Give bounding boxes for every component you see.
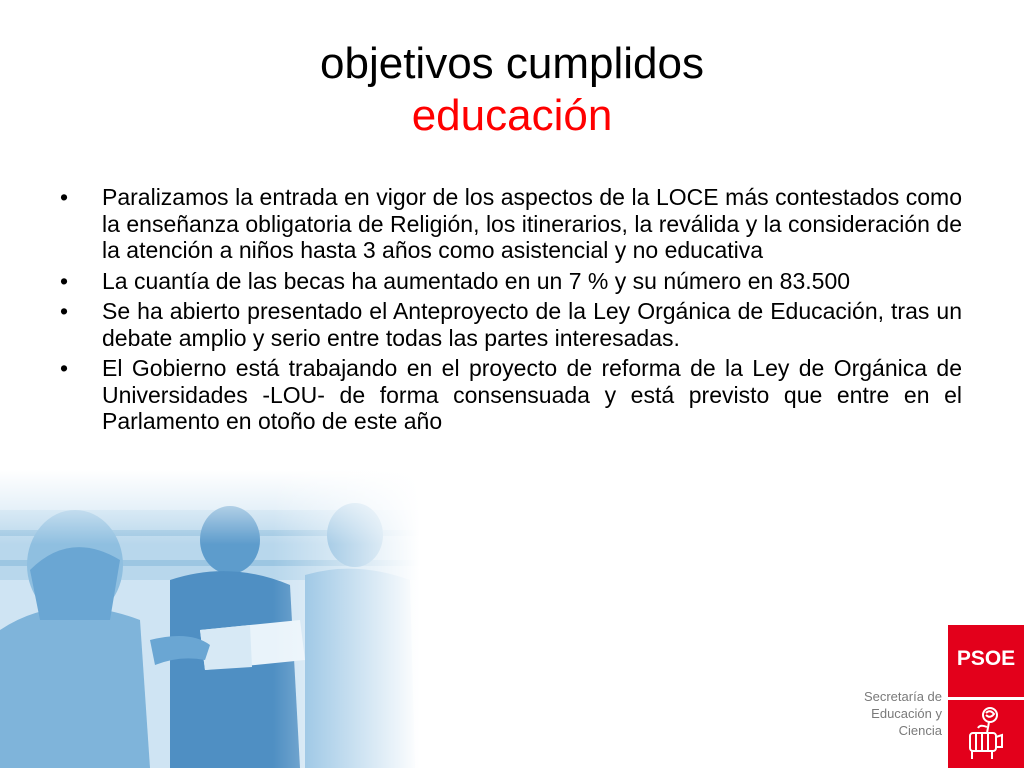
bullet-item — [58, 268, 962, 295]
bullet-marker: • — [60, 267, 69, 294]
bullet-marker: • — [60, 298, 69, 324]
bullet-marker: • — [60, 355, 69, 381]
secretaria-caption — [780, 688, 942, 739]
bullet-marker: • — [60, 184, 69, 210]
bullet-item — [58, 298, 962, 351]
bullet-text: La cuantía de las becas ha aumentado en un 7 % y su número en 83.500 — [102, 267, 851, 294]
bullet-text: Se ha abierto presentado el Anteproyecto de la Ley Orgánica de Educación, tras un debate amplio y serio entre todas las partes interesadas. — [102, 298, 962, 351]
title-main: objetivos cumplidos — [320, 39, 704, 88]
background-photo — [0, 470, 420, 768]
slide-title — [0, 38, 1024, 142]
bullet-item — [58, 355, 962, 435]
secretaria-line: Educación y — [871, 706, 942, 721]
bullet-text: El Gobierno está trabajando en el proyecto de reforma de la Ley de Orgánica de Universidades -LOU- de forma consensuada y está previsto que entre en el Parlamento en otoño de este año — [102, 355, 962, 434]
logo-divider — [948, 697, 1024, 700]
bullet-text: Paralizamos la entrada en vigor de los aspectos de la LOCE más contestados como la enseñanza obligatoria de Religión, los itinerarios, la reválida y la consideración de la atención a niños hasta 3 años como asistencial y no educativa — [102, 184, 962, 263]
fist-and-rose-icon — [962, 705, 1010, 766]
bullet-list — [58, 184, 962, 439]
title-subtitle: educación — [411, 91, 613, 140]
secretaria-line: Secretaría de — [863, 689, 942, 704]
secretaria-line: Ciencia — [898, 723, 942, 738]
psoe-logo — [948, 625, 1024, 768]
bullet-item — [58, 184, 962, 264]
logo-wordmark: PSOE — [956, 647, 1016, 670]
